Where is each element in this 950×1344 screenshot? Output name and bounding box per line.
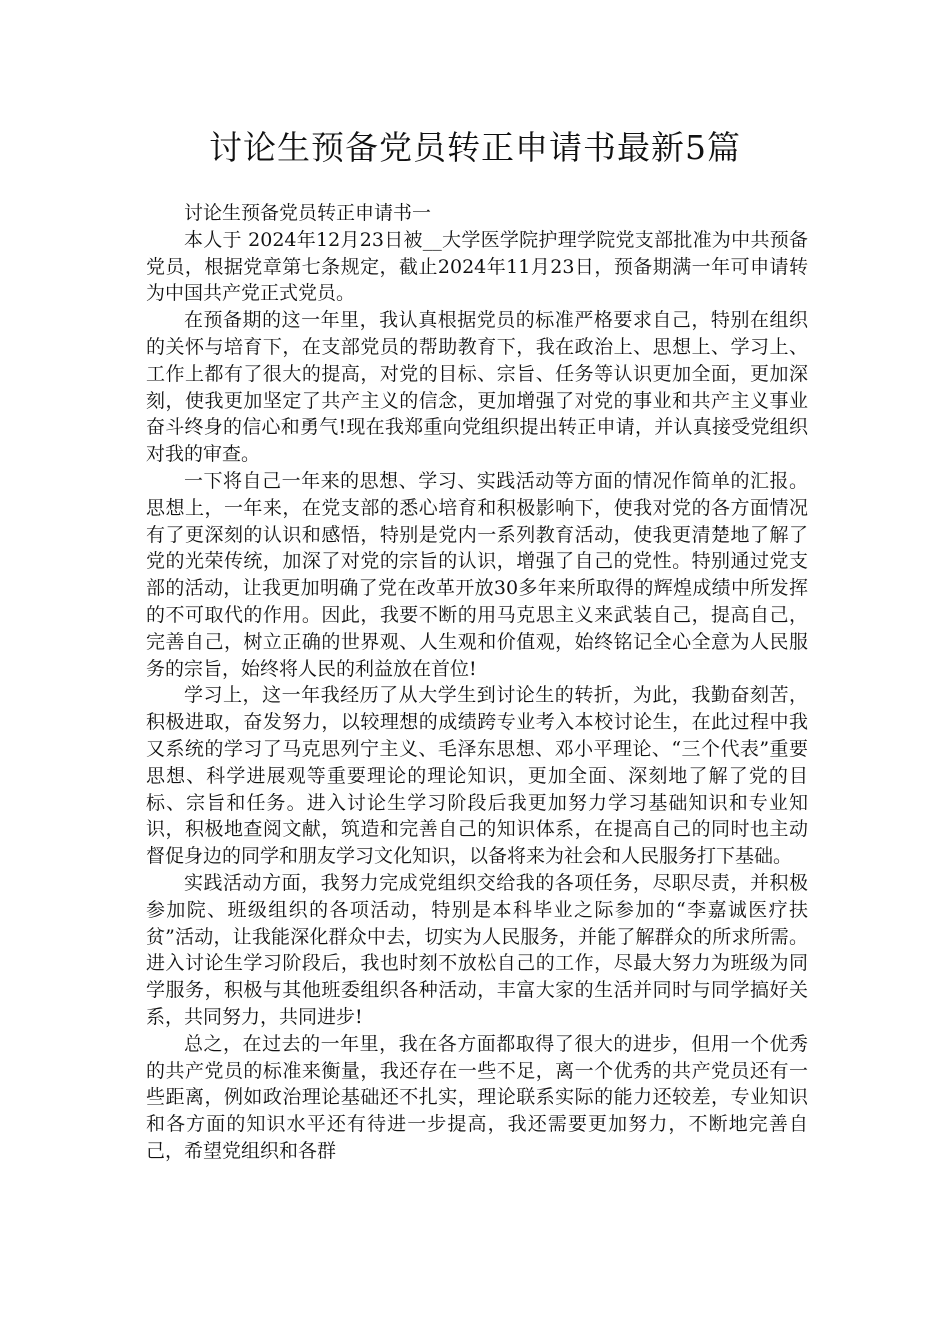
paragraph-study: 学习上，这一年我经历了从大学生到讨论生的转折，为此，我勤奋刻苦，积极进取，奋发努力，以较理想的成绩跨专业考入本校讨论生，在此过程中我又系统的学习了马克思列宁主义、毛泽东思想、邓小平理论、“三个代表”重要思想、科学进展观等重要理论的理论知识，更加全面、深刻地了解了党的目标、宗旨和任务。进入讨论生学习阶段后我更加努力学习基础知识和专业知识，积极地查阅文献，筑造和完善自己的知识体系，在提高自己的同时也主动督促身边的同学和朋友学习文化知识，以备将来为社会和人民服务打下基础。	[146, 684, 808, 868]
document-body	[146, 200, 808, 1165]
document-title: 讨论生预备党员转正申请书最新5篇	[209, 128, 741, 167]
paragraph-summary: 总之，在过去的一年里，我在各方面都取得了很大的进步，但用一个优秀的共产党员的标准来衡量，我还存在一些不足，离一个优秀的共产党员还有一些距离，例如政治理论基础还不扎实，理论联系实际的能力还较差，专业知识和各方面的知识水平还有待进一步提高，我还需要更加努力，不断地完善自己，希望党组织和各群	[146, 1032, 808, 1162]
paragraph-probation-period: 在预备期的这一年里，我认真根据党员的标准严格要求自己，特别在组织的关怀与培育下，在支部党员的帮助教育下，我在政治上、思想上、学习上、工作上都有了很大的提高，对党的目标、宗旨、任务等认识更加全面，更加深刻，使我更加坚定了共产主义的信念，更加增强了对党的事业和共产主义事业奋斗终身的信心和勇气!现在我郑重向党组织提出转正申请，并认真接受党组织对我的审查。	[146, 309, 808, 466]
section-heading: 讨论生预备党员转正申请书一	[184, 202, 432, 224]
paragraph-practice-activities: 实践活动方面，我努力完成党组织交给我的各项任务，尽职尽责，并积极参加院、班级组织的各项活动，特别是本科毕业之际参加的“李嘉诚医疗扶贫”活动，让我能深化群众中去，切实为人民服务，并能了解群众的所求所需。进入讨论生学习阶段后，我也时刻不放松自己的工作，尽最大努力为班级为同学服务，积极与其他班委组织各种活动，丰富大家的生活并同时与同学搞好关系，共同努力，共同进步!	[146, 871, 808, 1028]
paragraph-application-intro: 本人于 2024年12月23日被__大学医学院护理学院党支部批准为中共预备党员，根据党章第七条规定，截止2024年11月23日，预备期满一年可申请转为中国共产党正式党员。	[146, 228, 808, 305]
paragraph-thought-report: 一下将自己一年来的思想、学习、实践活动等方面的情况作简单的汇报。思想上，一年来，在党支部的悉心培育和积极影响下，使我对党的各方面情况有了更深刻的认识和感悟，特别是党内一系列教育活动，使我更清楚地了解了党的光荣传统，加深了对党的宗旨的认识，增强了自己的党性。特别通过党支部的活动，让我更加明确了党在改革开放30多年来所取得的辉煌成绩中所发挥的不可取代的作用。因此，我要不断的用马克思主义来武装自己，提高自己，完善自己，树立正确的世界观、人生观和价值观，始终铭记全心全意为人民服务的宗旨，始终将人民的利益放在首位!	[146, 469, 808, 680]
